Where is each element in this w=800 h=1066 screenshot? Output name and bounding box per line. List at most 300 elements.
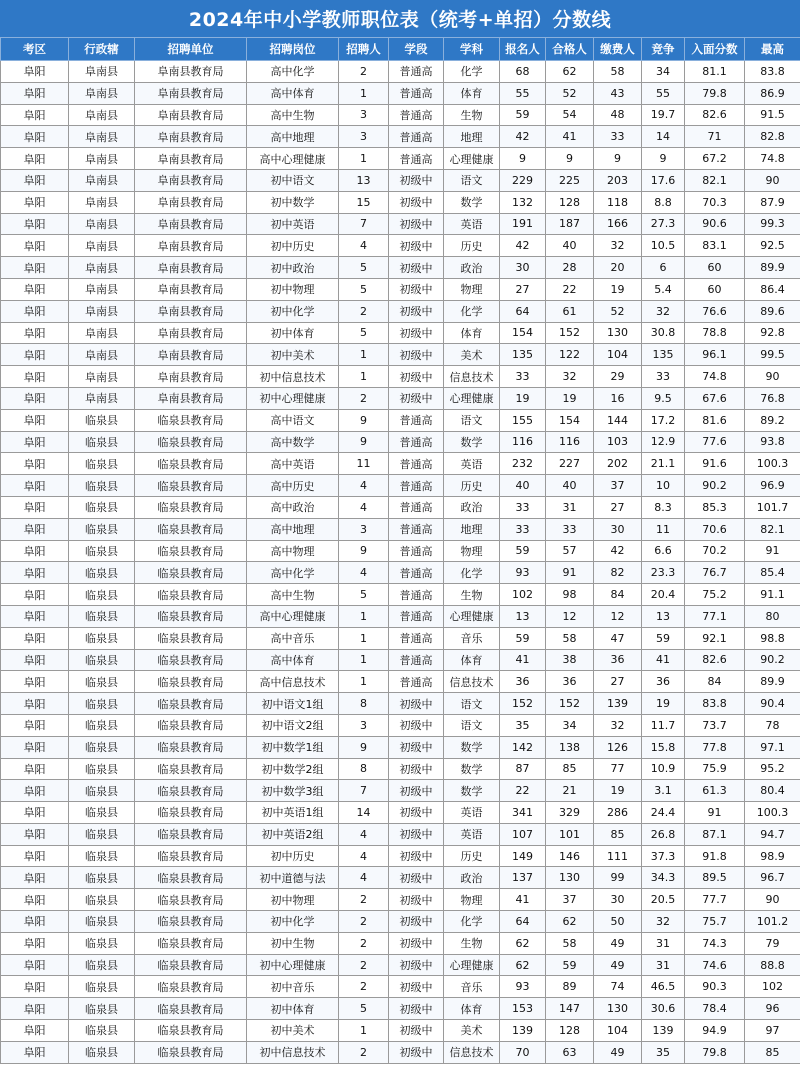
cell-highest-score: 96.9 [745, 475, 800, 497]
cell-subject: 物理 [444, 278, 500, 300]
cell-school-level: 普通高 [389, 605, 444, 627]
cell-paid: 12 [594, 605, 642, 627]
cell-interview-score: 76.7 [685, 562, 745, 584]
cell-hiring-count: 8 [339, 758, 389, 780]
cell-admin-district: 阜南县 [69, 169, 135, 191]
cell-exam-area: 阜阳 [1, 366, 69, 388]
cell-qualified: 62 [546, 61, 594, 83]
cell-highest-score: 82.8 [745, 126, 800, 148]
cell-subject: 数学 [444, 758, 500, 780]
cell-competition-ratio: 46.5 [642, 976, 685, 998]
cell-position: 初中体育 [247, 998, 339, 1020]
cell-school-level: 普通高 [389, 61, 444, 83]
cell-interview-score: 70.6 [685, 518, 745, 540]
cell-subject: 化学 [444, 911, 500, 933]
cell-applicants: 19 [500, 387, 546, 409]
cell-qualified: 146 [546, 845, 594, 867]
cell-hiring-count: 4 [339, 475, 389, 497]
cell-position: 高中体育 [247, 82, 339, 104]
cell-qualified: 61 [546, 300, 594, 322]
cell-competition-ratio: 6 [642, 257, 685, 279]
cell-recruiting-unit: 阜南县教育局 [135, 126, 247, 148]
cell-subject: 历史 [444, 235, 500, 257]
cell-admin-district: 阜南县 [69, 82, 135, 104]
cell-subject: 语文 [444, 409, 500, 431]
cell-paid: 130 [594, 998, 642, 1020]
cell-exam-area: 阜阳 [1, 998, 69, 1020]
cell-qualified: 138 [546, 736, 594, 758]
cell-competition-ratio: 3.1 [642, 780, 685, 802]
cell-position: 初中数学2组 [247, 758, 339, 780]
cell-competition-ratio: 32 [642, 911, 685, 933]
table-row [1, 584, 800, 606]
cell-exam-area: 阜阳 [1, 518, 69, 540]
cell-school-level: 普通高 [389, 649, 444, 671]
cell-hiring-count: 2 [339, 1041, 389, 1063]
cell-exam-area: 阜阳 [1, 562, 69, 584]
table-row [1, 518, 800, 540]
cell-position: 初中体育 [247, 322, 339, 344]
cell-position: 初中语文1组 [247, 693, 339, 715]
cell-subject: 数学 [444, 736, 500, 758]
cell-paid: 144 [594, 409, 642, 431]
cell-position: 初中数学 [247, 191, 339, 213]
cell-subject: 体育 [444, 998, 500, 1020]
cell-qualified: 89 [546, 976, 594, 998]
cell-highest-score: 80 [745, 605, 800, 627]
cell-admin-district: 临泉县 [69, 671, 135, 693]
cell-recruiting-unit: 临泉县教育局 [135, 911, 247, 933]
cell-recruiting-unit: 阜南县教育局 [135, 213, 247, 235]
cell-subject: 数学 [444, 431, 500, 453]
cell-paid: 29 [594, 366, 642, 388]
cell-highest-score: 98.8 [745, 627, 800, 649]
cell-qualified: 152 [546, 322, 594, 344]
cell-qualified: 59 [546, 954, 594, 976]
cell-recruiting-unit: 临泉县教育局 [135, 736, 247, 758]
cell-subject: 物理 [444, 889, 500, 911]
cell-interview-score: 60 [685, 278, 745, 300]
cell-interview-score: 67.6 [685, 387, 745, 409]
cell-interview-score: 74.6 [685, 954, 745, 976]
cell-school-level: 初级中 [389, 736, 444, 758]
cell-competition-ratio: 31 [642, 954, 685, 976]
cell-paid: 126 [594, 736, 642, 758]
cell-hiring-count: 4 [339, 562, 389, 584]
cell-paid: 50 [594, 911, 642, 933]
table-row [1, 649, 800, 671]
cell-position: 初中心理健康 [247, 387, 339, 409]
cell-paid: 32 [594, 235, 642, 257]
cell-admin-district: 临泉县 [69, 780, 135, 802]
cell-competition-ratio: 34 [642, 61, 685, 83]
cell-hiring-count: 14 [339, 802, 389, 824]
cell-subject: 信息技术 [444, 671, 500, 693]
table-row [1, 148, 800, 170]
cell-hiring-count: 15 [339, 191, 389, 213]
cell-exam-area: 阜阳 [1, 1020, 69, 1042]
cell-subject: 政治 [444, 257, 500, 279]
cell-highest-score: 97 [745, 1020, 800, 1042]
cell-qualified: 227 [546, 453, 594, 475]
cell-highest-score: 85 [745, 1041, 800, 1063]
cell-recruiting-unit: 临泉县教育局 [135, 802, 247, 824]
cell-subject: 信息技术 [444, 366, 500, 388]
cell-paid: 111 [594, 845, 642, 867]
table-row [1, 475, 800, 497]
cell-hiring-count: 7 [339, 780, 389, 802]
cell-paid: 19 [594, 780, 642, 802]
cell-paid: 85 [594, 823, 642, 845]
cell-applicants: 70 [500, 1041, 546, 1063]
cell-qualified: 116 [546, 431, 594, 453]
cell-exam-area: 阜阳 [1, 693, 69, 715]
cell-subject: 体育 [444, 649, 500, 671]
cell-interview-score: 83.1 [685, 235, 745, 257]
cell-position: 初中心理健康 [247, 954, 339, 976]
cell-paid: 27 [594, 496, 642, 518]
column-header-hiring-count: 招聘人 [339, 38, 389, 61]
cell-highest-score: 90.2 [745, 649, 800, 671]
cell-hiring-count: 4 [339, 823, 389, 845]
cell-qualified: 41 [546, 126, 594, 148]
cell-highest-score: 92.5 [745, 235, 800, 257]
cell-exam-area: 阜阳 [1, 671, 69, 693]
cell-paid: 43 [594, 82, 642, 104]
cell-applicants: 9 [500, 148, 546, 170]
table-row [1, 235, 800, 257]
cell-qualified: 128 [546, 191, 594, 213]
cell-exam-area: 阜阳 [1, 453, 69, 475]
cell-interview-score: 71 [685, 126, 745, 148]
table-row [1, 693, 800, 715]
cell-qualified: 128 [546, 1020, 594, 1042]
cell-school-level: 初级中 [389, 322, 444, 344]
cell-school-level: 普通高 [389, 496, 444, 518]
cell-qualified: 58 [546, 627, 594, 649]
cell-admin-district: 临泉县 [69, 998, 135, 1020]
cell-exam-area: 阜阳 [1, 889, 69, 911]
table-row [1, 562, 800, 584]
cell-hiring-count: 4 [339, 845, 389, 867]
cell-hiring-count: 7 [339, 213, 389, 235]
cell-highest-score: 90 [745, 366, 800, 388]
cell-position: 高中心理健康 [247, 605, 339, 627]
cell-admin-district: 临泉县 [69, 1020, 135, 1042]
cell-exam-area: 阜阳 [1, 126, 69, 148]
cell-hiring-count: 4 [339, 496, 389, 518]
cell-recruiting-unit: 临泉县教育局 [135, 584, 247, 606]
cell-applicants: 42 [500, 126, 546, 148]
cell-school-level: 初级中 [389, 169, 444, 191]
cell-paid: 9 [594, 148, 642, 170]
cell-highest-score: 101.7 [745, 496, 800, 518]
cell-competition-ratio: 6.6 [642, 540, 685, 562]
cell-position: 高中政治 [247, 496, 339, 518]
cell-applicants: 59 [500, 104, 546, 126]
cell-exam-area: 阜阳 [1, 61, 69, 83]
cell-subject: 数学 [444, 780, 500, 802]
cell-highest-score: 99.5 [745, 344, 800, 366]
cell-school-level: 初级中 [389, 366, 444, 388]
cell-hiring-count: 5 [339, 278, 389, 300]
cell-position: 初中数学1组 [247, 736, 339, 758]
table-row [1, 300, 800, 322]
cell-highest-score: 79 [745, 932, 800, 954]
cell-highest-score: 90 [745, 889, 800, 911]
cell-recruiting-unit: 阜南县教育局 [135, 344, 247, 366]
cell-applicants: 30 [500, 257, 546, 279]
cell-paid: 37 [594, 475, 642, 497]
cell-applicants: 33 [500, 366, 546, 388]
cell-position: 初中语文2组 [247, 714, 339, 736]
cell-position: 初中信息技术 [247, 366, 339, 388]
cell-subject: 语文 [444, 714, 500, 736]
table-row [1, 453, 800, 475]
cell-recruiting-unit: 临泉县教育局 [135, 1041, 247, 1063]
table-row [1, 344, 800, 366]
cell-qualified: 36 [546, 671, 594, 693]
cell-admin-district: 临泉县 [69, 976, 135, 998]
table-row [1, 867, 800, 889]
cell-interview-score: 91.8 [685, 845, 745, 867]
table-row [1, 278, 800, 300]
cell-highest-score: 89.9 [745, 671, 800, 693]
cell-exam-area: 阜阳 [1, 257, 69, 279]
cell-position: 高中信息技术 [247, 671, 339, 693]
cell-exam-area: 阜阳 [1, 235, 69, 257]
cell-interview-score: 70.3 [685, 191, 745, 213]
cell-paid: 47 [594, 627, 642, 649]
column-header-school-level: 学段 [389, 38, 444, 61]
cell-competition-ratio: 10 [642, 475, 685, 497]
cell-admin-district: 临泉县 [69, 409, 135, 431]
cell-paid: 49 [594, 932, 642, 954]
cell-qualified: 22 [546, 278, 594, 300]
table-row [1, 780, 800, 802]
cell-highest-score: 85.4 [745, 562, 800, 584]
cell-position: 初中数学3组 [247, 780, 339, 802]
cell-subject: 语文 [444, 169, 500, 191]
cell-qualified: 32 [546, 366, 594, 388]
cell-exam-area: 阜阳 [1, 496, 69, 518]
cell-qualified: 52 [546, 82, 594, 104]
cell-school-level: 初级中 [389, 932, 444, 954]
table-row [1, 802, 800, 824]
cell-highest-score: 82.1 [745, 518, 800, 540]
cell-interview-score: 77.8 [685, 736, 745, 758]
table-row [1, 932, 800, 954]
cell-interview-score: 94.9 [685, 1020, 745, 1042]
cell-highest-score: 90.4 [745, 693, 800, 715]
cell-qualified: 130 [546, 867, 594, 889]
column-header-qualified: 合格人 [546, 38, 594, 61]
cell-subject: 信息技术 [444, 1041, 500, 1063]
cell-subject: 历史 [444, 475, 500, 497]
cell-hiring-count: 2 [339, 932, 389, 954]
cell-hiring-count: 5 [339, 584, 389, 606]
cell-exam-area: 阜阳 [1, 605, 69, 627]
cell-school-level: 普通高 [389, 126, 444, 148]
cell-paid: 74 [594, 976, 642, 998]
cell-competition-ratio: 135 [642, 344, 685, 366]
cell-qualified: 91 [546, 562, 594, 584]
cell-paid: 103 [594, 431, 642, 453]
cell-position: 初中历史 [247, 845, 339, 867]
cell-interview-score: 74.3 [685, 932, 745, 954]
cell-admin-district: 阜南县 [69, 61, 135, 83]
cell-applicants: 137 [500, 867, 546, 889]
table-row [1, 431, 800, 453]
cell-interview-score: 81.1 [685, 61, 745, 83]
cell-interview-score: 90.3 [685, 976, 745, 998]
cell-interview-score: 70.2 [685, 540, 745, 562]
cell-recruiting-unit: 阜南县教育局 [135, 300, 247, 322]
cell-position: 高中地理 [247, 126, 339, 148]
cell-highest-score: 102 [745, 976, 800, 998]
cell-competition-ratio: 32 [642, 300, 685, 322]
cell-highest-score: 88.8 [745, 954, 800, 976]
cell-paid: 203 [594, 169, 642, 191]
cell-paid: 286 [594, 802, 642, 824]
cell-competition-ratio: 36 [642, 671, 685, 693]
table-row [1, 823, 800, 845]
cell-school-level: 普通高 [389, 453, 444, 475]
cell-school-level: 初级中 [389, 911, 444, 933]
cell-paid: 82 [594, 562, 642, 584]
cell-recruiting-unit: 临泉县教育局 [135, 976, 247, 998]
cell-admin-district: 临泉县 [69, 649, 135, 671]
cell-highest-score: 89.6 [745, 300, 800, 322]
cell-paid: 36 [594, 649, 642, 671]
cell-interview-score: 81.6 [685, 409, 745, 431]
column-header-applicants: 报名人 [500, 38, 546, 61]
cell-subject: 美术 [444, 344, 500, 366]
cell-applicants: 149 [500, 845, 546, 867]
cell-exam-area: 阜阳 [1, 475, 69, 497]
cell-qualified: 28 [546, 257, 594, 279]
cell-interview-score: 75.7 [685, 911, 745, 933]
cell-qualified: 37 [546, 889, 594, 911]
column-header-competition-ratio: 竞争 [642, 38, 685, 61]
cell-applicants: 33 [500, 518, 546, 540]
cell-competition-ratio: 23.3 [642, 562, 685, 584]
cell-exam-area: 阜阳 [1, 649, 69, 671]
table-row [1, 126, 800, 148]
cell-paid: 58 [594, 61, 642, 83]
cell-exam-area: 阜阳 [1, 278, 69, 300]
cell-recruiting-unit: 阜南县教育局 [135, 191, 247, 213]
cell-hiring-count: 8 [339, 693, 389, 715]
cell-subject: 体育 [444, 322, 500, 344]
cell-qualified: 40 [546, 475, 594, 497]
cell-competition-ratio: 10.9 [642, 758, 685, 780]
cell-competition-ratio: 13 [642, 605, 685, 627]
cell-exam-area: 阜阳 [1, 387, 69, 409]
cell-highest-score: 89.2 [745, 409, 800, 431]
cell-hiring-count: 5 [339, 257, 389, 279]
cell-qualified: 34 [546, 714, 594, 736]
cell-applicants: 229 [500, 169, 546, 191]
cell-hiring-count: 1 [339, 605, 389, 627]
table-row [1, 322, 800, 344]
cell-paid: 202 [594, 453, 642, 475]
cell-school-level: 普通高 [389, 518, 444, 540]
cell-position: 高中体育 [247, 649, 339, 671]
cell-subject: 心理健康 [444, 954, 500, 976]
cell-competition-ratio: 15.8 [642, 736, 685, 758]
cell-applicants: 35 [500, 714, 546, 736]
cell-subject: 生物 [444, 104, 500, 126]
cell-paid: 27 [594, 671, 642, 693]
cell-applicants: 135 [500, 344, 546, 366]
cell-interview-score: 90.2 [685, 475, 745, 497]
cell-competition-ratio: 10.5 [642, 235, 685, 257]
cell-competition-ratio: 12.9 [642, 431, 685, 453]
cell-qualified: 63 [546, 1041, 594, 1063]
cell-admin-district: 临泉县 [69, 714, 135, 736]
cell-hiring-count: 2 [339, 889, 389, 911]
cell-interview-score: 82.6 [685, 649, 745, 671]
cell-admin-district: 阜南县 [69, 213, 135, 235]
table-row [1, 540, 800, 562]
cell-paid: 42 [594, 540, 642, 562]
cell-exam-area: 阜阳 [1, 976, 69, 998]
cell-school-level: 初级中 [389, 300, 444, 322]
cell-hiring-count: 2 [339, 300, 389, 322]
cell-qualified: 225 [546, 169, 594, 191]
cell-position: 高中化学 [247, 562, 339, 584]
cell-competition-ratio: 8.8 [642, 191, 685, 213]
cell-applicants: 191 [500, 213, 546, 235]
cell-interview-score: 85.3 [685, 496, 745, 518]
cell-applicants: 64 [500, 300, 546, 322]
cell-position: 初中政治 [247, 257, 339, 279]
cell-recruiting-unit: 阜南县教育局 [135, 322, 247, 344]
cell-competition-ratio: 21.1 [642, 453, 685, 475]
cell-interview-score: 82.1 [685, 169, 745, 191]
cell-paid: 52 [594, 300, 642, 322]
cell-subject: 历史 [444, 845, 500, 867]
cell-interview-score: 87.1 [685, 823, 745, 845]
cell-admin-district: 临泉县 [69, 562, 135, 584]
cell-subject: 英语 [444, 823, 500, 845]
cell-paid: 49 [594, 954, 642, 976]
cell-interview-score: 77.7 [685, 889, 745, 911]
cell-admin-district: 阜南县 [69, 235, 135, 257]
cell-position: 初中英语 [247, 213, 339, 235]
cell-position: 初中音乐 [247, 976, 339, 998]
cell-school-level: 普通高 [389, 475, 444, 497]
table-row [1, 845, 800, 867]
cell-school-level: 普通高 [389, 584, 444, 606]
cell-paid: 118 [594, 191, 642, 213]
cell-competition-ratio: 5.4 [642, 278, 685, 300]
cell-school-level: 普通高 [389, 431, 444, 453]
cell-paid: 16 [594, 387, 642, 409]
table-title: 2024年中小学教师职位表（统考+单招）分数线 [0, 0, 800, 37]
cell-exam-area: 阜阳 [1, 845, 69, 867]
cell-recruiting-unit: 临泉县教育局 [135, 1020, 247, 1042]
cell-applicants: 152 [500, 693, 546, 715]
cell-paid: 139 [594, 693, 642, 715]
cell-exam-area: 阜阳 [1, 300, 69, 322]
table-row [1, 257, 800, 279]
cell-competition-ratio: 30.8 [642, 322, 685, 344]
cell-subject: 化学 [444, 61, 500, 83]
cell-exam-area: 阜阳 [1, 104, 69, 126]
cell-school-level: 初级中 [389, 191, 444, 213]
